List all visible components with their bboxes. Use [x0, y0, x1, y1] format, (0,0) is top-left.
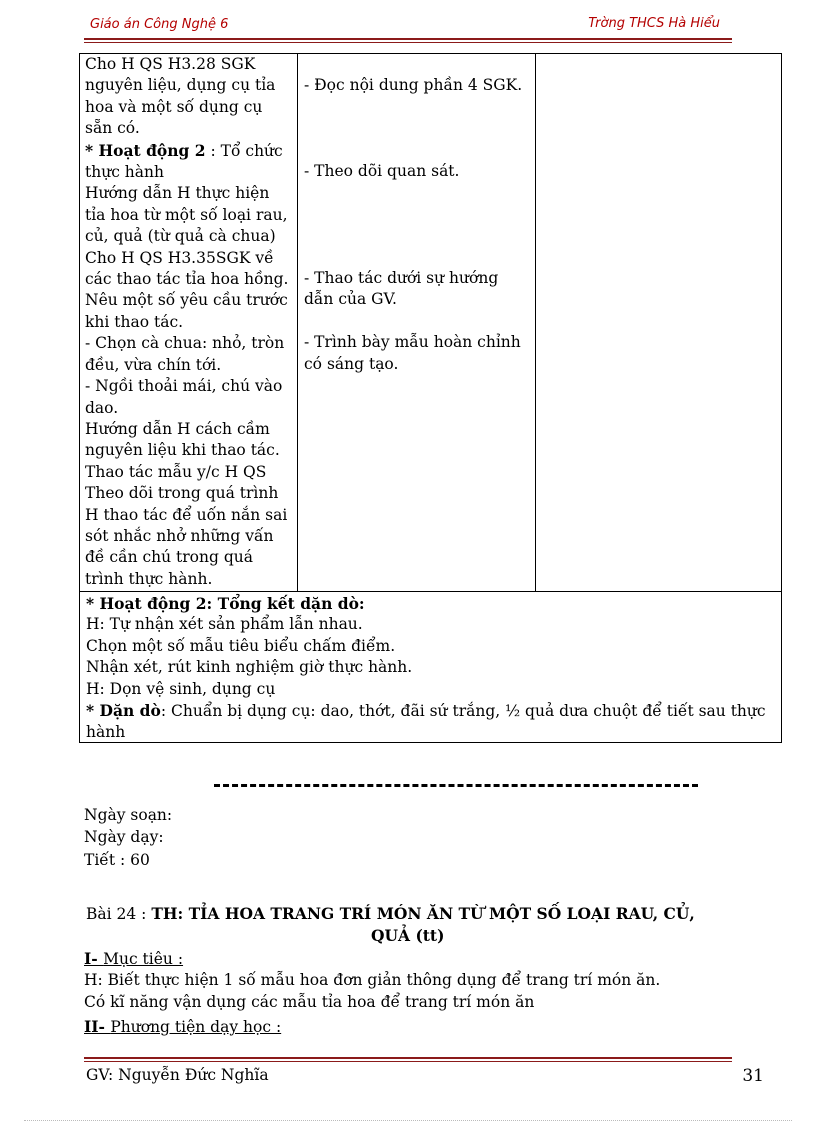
- section-materials-heading: [84, 1017, 281, 1036]
- objective-line: Có kĩ năng vận dụng các mẫu tỉa hoa để trang trí món ăn: [84, 993, 535, 1011]
- student-activity-cell: [298, 54, 536, 591]
- teacher-activity-line: [85, 376, 293, 397]
- line-text: trình thực hành.: [85, 569, 213, 588]
- teacher-activity-line: [85, 483, 293, 504]
- line-text: sẵn có.: [85, 119, 140, 138]
- lesson-title-line1: TH: TỈA HOA TRANG TRÍ MÓN ĂN TỪ MỘT SỐ LOẠI RAU, CỦ,: [151, 904, 695, 923]
- notes-cell: [536, 54, 781, 591]
- section-roman: II-: [84, 1017, 111, 1036]
- teacher-activity-line: [85, 505, 293, 526]
- line-text: dao.: [85, 398, 119, 417]
- teacher-activity-line: [85, 333, 293, 354]
- lesson-table: [79, 53, 782, 743]
- teacher-activity-line: [85, 419, 293, 440]
- student-activity-line: - Thao tác dưới sự hướng: [304, 269, 499, 287]
- line-text: khi thao tác.: [85, 312, 184, 331]
- line-text: - Chọn cà chua: nhỏ, tròn: [85, 334, 285, 353]
- teacher-activity-line: [85, 440, 293, 461]
- lesson-title-label: Bài 24 :: [86, 905, 152, 923]
- section-title: Phương tiện dạy học :: [110, 1018, 282, 1036]
- header-school: Trờng THCS Hà Hiểu: [588, 16, 720, 31]
- line-text: tỉa hoa từ một số loại rau,: [85, 205, 288, 224]
- section-objectives-heading: [84, 949, 183, 968]
- summary-line: Chọn một số mẫu tiêu biểu chấm điểm.: [86, 636, 396, 655]
- line-text: các thao tác tỉa hoa hồng.: [85, 270, 289, 289]
- lesson-title: [86, 904, 695, 923]
- teacher-activity-line: [85, 462, 293, 483]
- section-roman: I-: [84, 949, 104, 968]
- header-subject: Giáo án Công Nghệ 6: [90, 17, 229, 32]
- page-header: [84, 14, 732, 38]
- teacher-activity-line: [85, 162, 293, 183]
- line-text: - Ngồi thoải mái, chú vào: [85, 377, 283, 396]
- teacher-activity-line: [85, 75, 293, 96]
- activity-row: [80, 54, 781, 592]
- page-number: 31: [742, 1066, 764, 1086]
- line-text: đề cần chú trong quá: [85, 548, 253, 567]
- line-text: Hướng dẫn H cách cầm: [85, 419, 270, 438]
- lesson-period: Tiết : 60: [84, 851, 150, 869]
- line-text: nguyên liệu khi thao tác.: [85, 441, 280, 460]
- section-title: Mục tiêu :: [103, 950, 184, 968]
- line-text: : Tổ chức: [205, 141, 283, 160]
- date-taught: Ngày dạy:: [84, 828, 164, 846]
- teacher-activity-line: [85, 183, 293, 204]
- summary-heading: * Hoạt động 2: Tổng kết dặn dò:: [86, 594, 365, 613]
- teacher-activity-line: [85, 54, 293, 75]
- line-text: hoa và một số dụng cụ: [85, 97, 263, 116]
- objective-line: H: Biết thực hiện 1 số mẫu hoa đơn giản thông dụng để trang trí món ăn.: [84, 971, 661, 989]
- line-text: đều, vừa chín tới.: [85, 355, 222, 374]
- footer-rule-thin: [84, 1061, 732, 1062]
- teacher-activity-line: [85, 226, 293, 247]
- header-rule-thin: [84, 42, 732, 43]
- teacher-activity-cell: [80, 54, 298, 591]
- teacher-activity-line: [85, 398, 293, 419]
- homework-line-cont: hành: [86, 723, 126, 742]
- teacher-activity-line: [85, 269, 293, 290]
- teacher-activity-line: [85, 118, 293, 139]
- line-text: nguyên liệu, dụng cụ tỉa: [85, 76, 276, 95]
- teacher-activity-line: [85, 355, 293, 376]
- line-text: Thao tác mẫu y/c H QS: [85, 462, 267, 481]
- line-text: thực hành: [85, 163, 164, 182]
- summary-line: H: Dọn vệ sinh, dụng cụ: [86, 679, 276, 698]
- header-rule: [84, 38, 732, 40]
- summary-cell: [80, 592, 781, 742]
- line-text: sót nhắc nhở những vấn: [85, 526, 274, 545]
- date-prepared: Ngày soạn:: [84, 806, 173, 824]
- summary-line: Nhận xét, rút kinh nghiệm giờ thực hành.: [86, 658, 413, 677]
- line-text: Hướng dẫn H thực hiện: [85, 184, 270, 203]
- student-activity-line: - Theo dõi quan sát.: [304, 162, 460, 180]
- line-text: Cho H QS H3.28 SGK: [85, 55, 256, 73]
- homework-line: [86, 700, 775, 722]
- student-activity-line: - Trình bày mẫu hoàn chỉnh: [304, 333, 521, 352]
- student-activity-line: - Đọc nội dung phần 4 SGK.: [304, 76, 523, 95]
- line-text: Nêu một số yêu cầu trước: [85, 291, 288, 310]
- student-activity-line: có sáng tạo.: [304, 354, 399, 373]
- teacher-activity-line: [85, 140, 293, 162]
- line-text: H thao tác để uốn nắn sai: [85, 505, 288, 524]
- section-divider: [214, 784, 698, 787]
- student-activity-line: dẫn của GV.: [304, 290, 397, 309]
- teacher-activity-line: [85, 205, 293, 226]
- line-text: Cho H QS H3.35SGK về: [85, 248, 274, 267]
- teacher-activity-line: [85, 97, 293, 118]
- lesson-title-line2: QUẢ (tt): [371, 926, 445, 945]
- homework-text: : Chuẩn bị dụng cụ: dao, thớt, đãi sứ trắng, ½ quả dưa chuột để tiết sau thực: [160, 702, 766, 721]
- footer-rule: [84, 1057, 732, 1059]
- line-text: củ, quả (từ quả cà chua): [85, 227, 276, 246]
- teacher-activity-line: [85, 248, 293, 269]
- teacher-activity-line: [85, 569, 293, 590]
- page-edge: [24, 1120, 792, 1121]
- line-text: Theo dõi trong quá trình: [85, 484, 279, 503]
- teacher-activity-line: [85, 312, 293, 333]
- teacher-activity-line: [85, 290, 293, 311]
- homework-label: * Dặn dò: [86, 701, 161, 721]
- summary-line: H: Tự nhận xét sản phẩm lẫn nhau.: [86, 615, 363, 634]
- activity-label: * Hoạt động 2: [85, 140, 206, 160]
- teacher-activity-line: [85, 526, 293, 547]
- teacher-activity-line: [85, 547, 293, 568]
- footer-teacher: GV: Nguyễn Đức Nghĩa: [86, 1066, 269, 1084]
